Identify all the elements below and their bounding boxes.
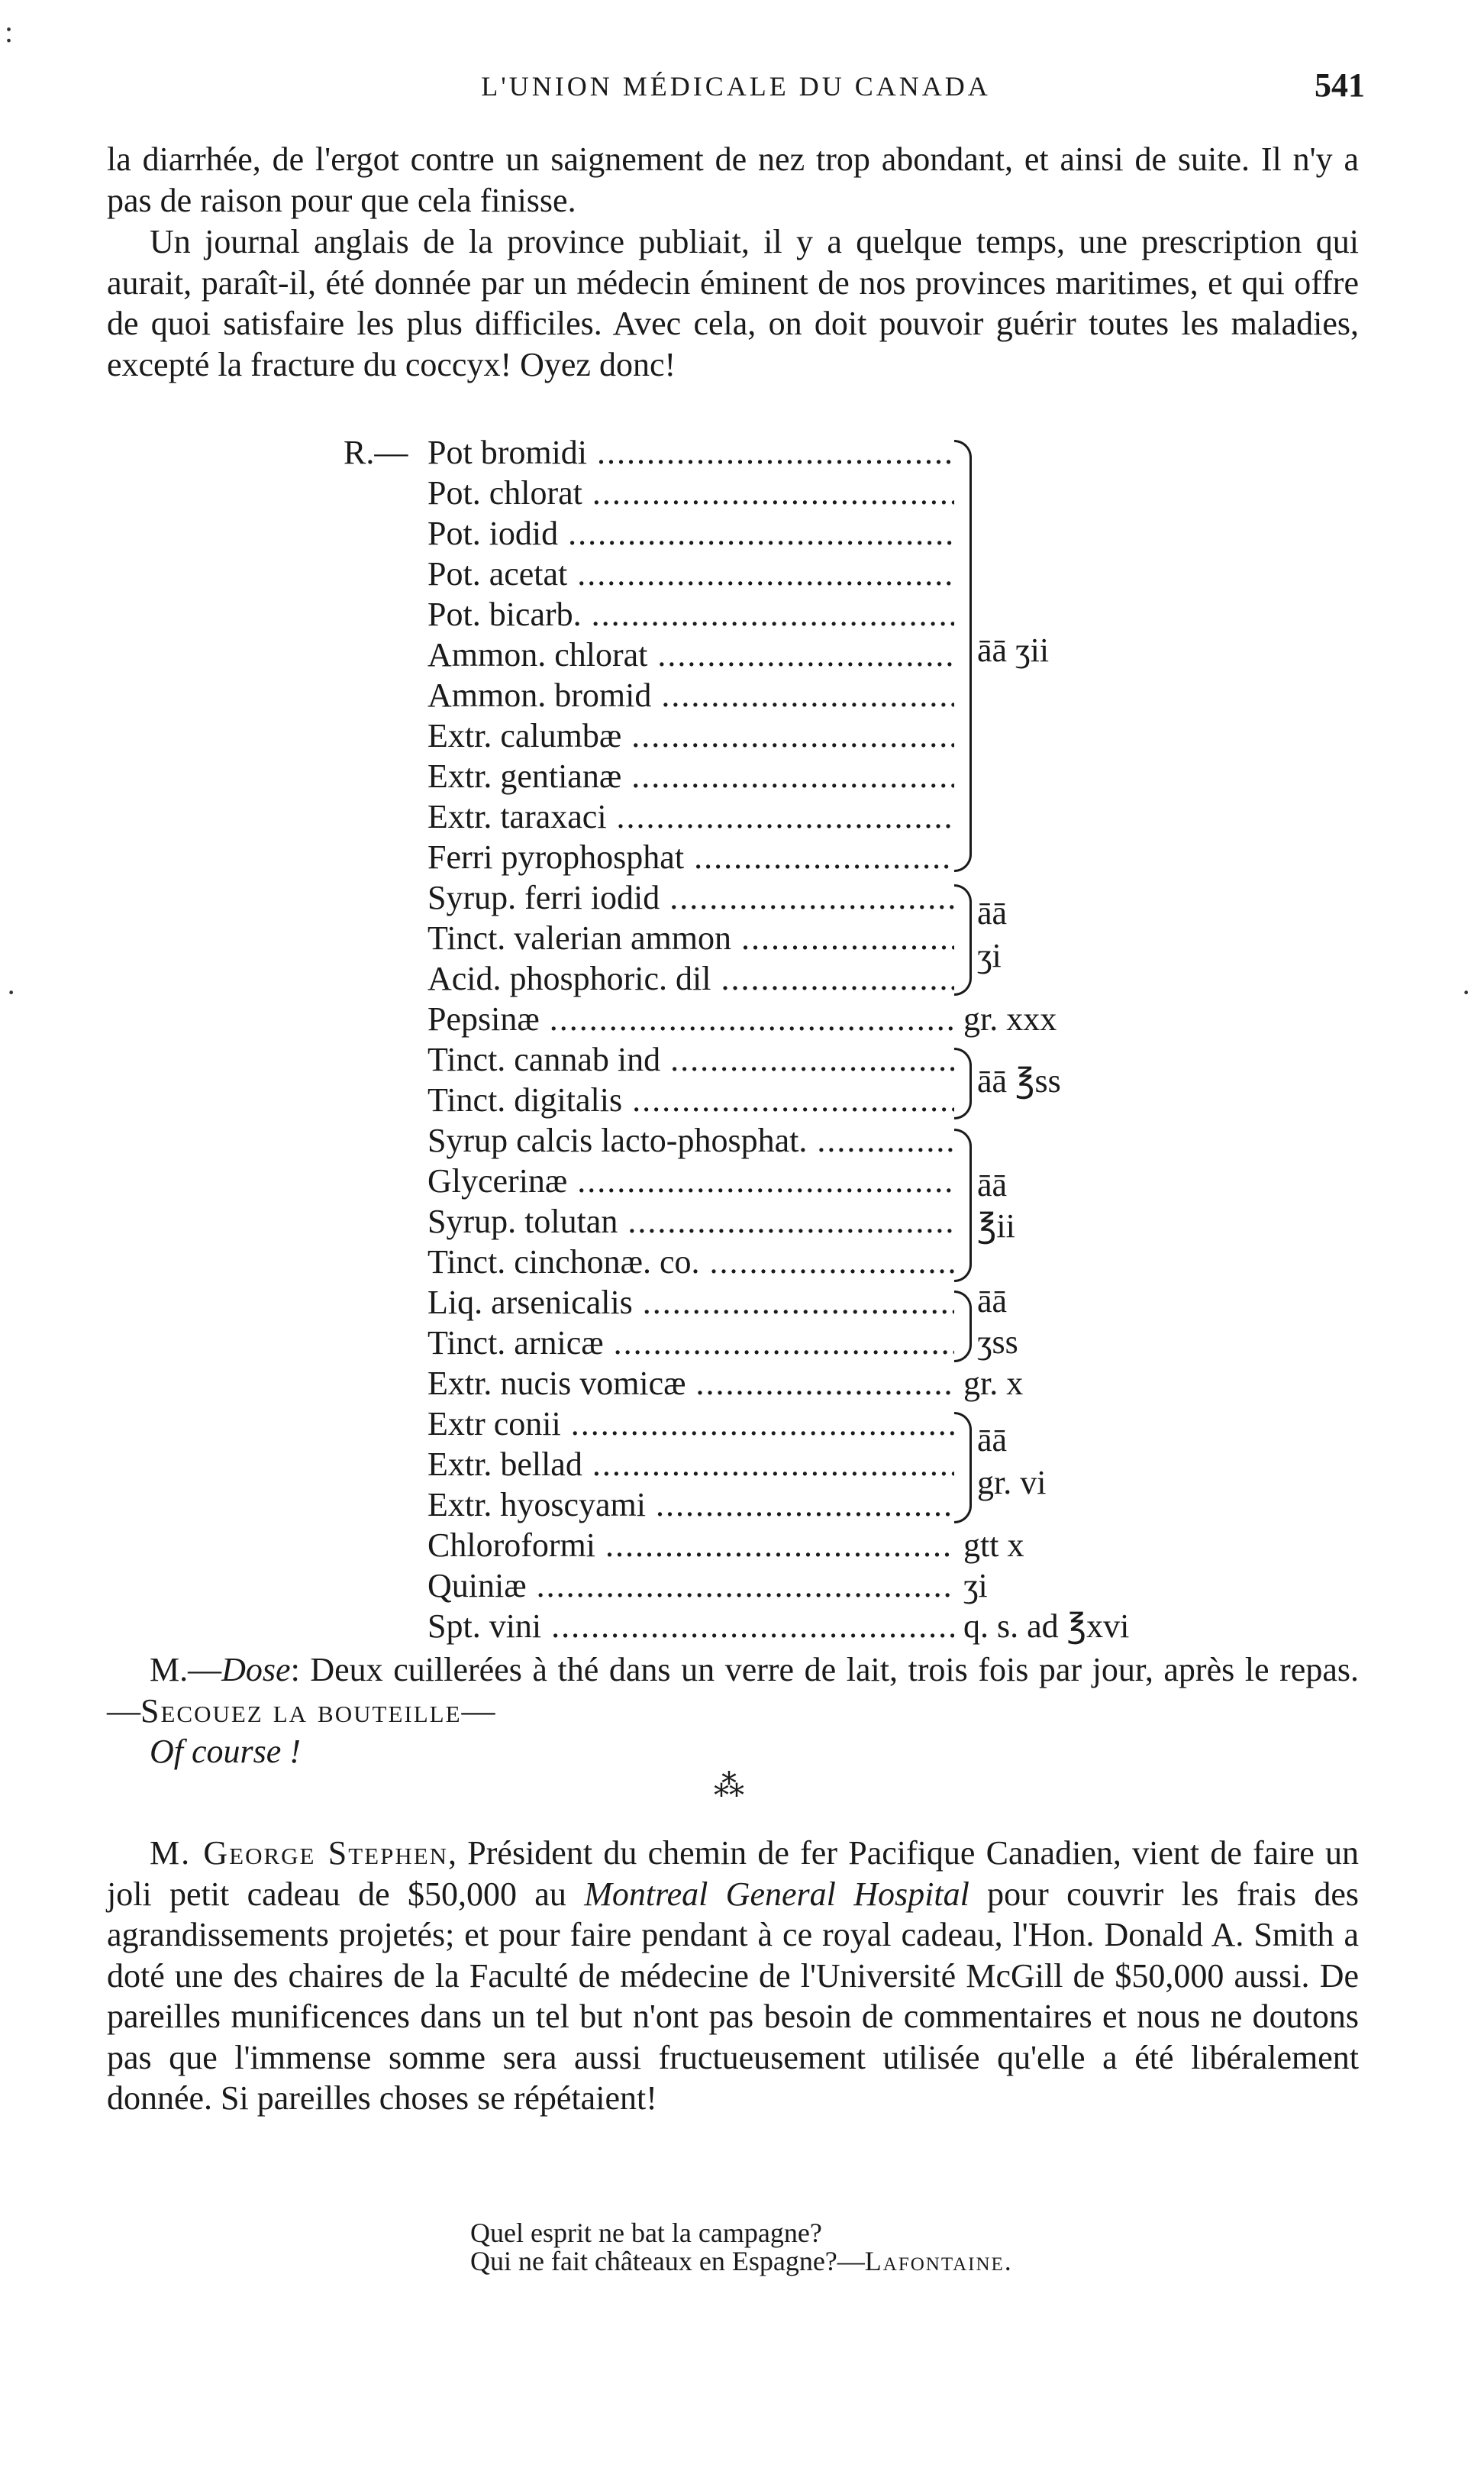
prescription-row	[344, 837, 1198, 877]
prescription-row	[344, 1282, 1198, 1323]
quote-line-2	[470, 2247, 1013, 2276]
dose-text: : Deux cuillerées à thé dans un verre de lait, trois fois par jour, après le repas.—	[107, 1651, 1359, 1730]
drug-name: Tinct. cinchonæ. co. .....	[427, 1242, 954, 1282]
prescription-row	[344, 1363, 1198, 1404]
drug-name: Tinct. digitalis .....	[427, 1080, 954, 1120]
group-brace	[954, 1129, 972, 1282]
drug-name: Liq. arsenicalis .....	[427, 1282, 954, 1323]
paragraph-prescription-intro: Un journal anglais de la province publiait, il y a quelque temps, une prescription qui aurait, paraît-il, été donnée par un médecin éminent de nos provinces maritimes, et qui offre de quoi satisfaire les plus difficiles. Avec cela, on doit pouvoir guérir toutes les maladies, excepté la fracture du coccyx! Oyez donc!	[107, 223, 1359, 383]
prescription-row	[344, 716, 1198, 756]
prescription-row	[344, 554, 1198, 594]
drug-name: Spt. vini .....	[427, 1606, 954, 1646]
scan-mark: ·	[1461, 975, 1472, 1009]
dose-quiniae: ʒi	[963, 1567, 988, 1604]
dose-group-4-bottom: ℥ii	[977, 1207, 1015, 1245]
dose-chloroformi: gtt x	[963, 1526, 1024, 1564]
prescription-row	[344, 1120, 1198, 1161]
prescription-row	[344, 1323, 1198, 1363]
quote-author: Lafontaine.	[864, 2246, 1013, 2276]
drug-name: Syrup. ferri iodid .....	[427, 877, 954, 918]
prescription-row	[344, 473, 1198, 513]
drug-name: Pot. chlorat .....	[427, 473, 954, 513]
drug-name: Extr. taraxaci .....	[427, 796, 954, 837]
dose-group-2-top: āā	[977, 894, 1008, 932]
dose-prefix: M.—	[150, 1651, 222, 1688]
person-name: M. George Stephen	[150, 1834, 449, 1872]
dose-group-3: āā ℥ss	[977, 1062, 1061, 1100]
prescription-row	[344, 594, 1198, 635]
paragraph-intro: la diarrhée, de l'ergot contre un saignement de nez trop abondant, et ainsi de suite. Il n'y a pas de raison pour que cela finisse.	[107, 141, 1359, 219]
prescription-row	[344, 1080, 1198, 1120]
prescription-row	[344, 1565, 1198, 1606]
prescription-row	[344, 1525, 1198, 1565]
drug-name: Ferri pyrophosphat .....	[427, 837, 954, 877]
drug-name: Tinct. cannab ind .....	[427, 1039, 954, 1080]
group-brace	[954, 440, 972, 872]
dose-instructions	[107, 1649, 1359, 1772]
dose-group-2-bottom: ʒi	[977, 937, 1002, 974]
drug-name: Extr. bellad .....	[427, 1444, 954, 1484]
drug-name: Pot. acetat .....	[427, 554, 954, 594]
drug-name: Pot bromidi .....	[427, 432, 954, 473]
quote-text: Qui ne fait châteaux en Espagne?—	[470, 2246, 865, 2276]
drug-name: Quiniæ .....	[427, 1565, 954, 1606]
dose-group-1: āā ʒii	[977, 632, 1050, 669]
group-brace	[954, 884, 972, 996]
hospital-name: Montreal General Hospital	[584, 1875, 969, 1913]
dose-group-6-bottom: gr. vi	[977, 1464, 1047, 1501]
prescription-row	[344, 1444, 1198, 1484]
prescription-row	[344, 1201, 1198, 1242]
dose-nucis: gr. x	[963, 1365, 1024, 1402]
drug-name: Syrup. tolutan .....	[427, 1201, 954, 1242]
drug-name: Extr. hyoscyami .....	[427, 1484, 954, 1525]
prescription-row	[344, 513, 1198, 554]
prescription-row	[344, 756, 1198, 796]
prescription-row	[344, 1606, 1198, 1646]
scan-mark: :	[5, 15, 14, 49]
donation-text-2: pour couvrir les frais des agrandissements projetés; et pour faire pendant à ce royal cadeau, l'Hon. Donald A. Smith a doté une des chaires de la Faculté de médecine de l'Université McGill de $50,000 aussi. De pareilles munificences dans un tel but n'ont pas besoin de commentaires et nous ne doutons pas que l'immense somme sera aussi fructueusement utilisée qu'elle a été libéralement donnée. Si pareilles choses se répétaient!	[107, 1875, 1360, 2117]
drug-name: Pot. iodid .....	[427, 513, 954, 554]
page-header	[107, 66, 1365, 111]
running-title: L'UNION MÉDICALE DU CANADA	[481, 71, 991, 102]
group-brace	[954, 1048, 972, 1119]
prescription-row	[344, 877, 1198, 918]
quote-line-1: Quel esprit ne bat la campagne?	[470, 2218, 822, 2248]
dose-pepsinae: gr. xxx	[963, 1000, 1057, 1038]
dose-group-6-top: āā	[977, 1421, 1008, 1459]
prescription-row	[344, 958, 1198, 999]
drug-name: Acid. phosphoric. dil .....	[427, 958, 954, 999]
prescription-row	[344, 635, 1198, 675]
group-brace	[954, 1291, 972, 1362]
dose-group-5-bottom: ʒss	[977, 1323, 1018, 1361]
of-course: Of course !	[150, 1733, 301, 1770]
drug-name: Tinct. arnicæ .....	[427, 1323, 954, 1363]
prescription-row	[344, 675, 1198, 716]
page-number: 541	[1315, 66, 1365, 104]
paragraph-donation	[107, 1833, 1359, 2119]
drug-name: Chloroformi .....	[427, 1525, 954, 1565]
drug-name: Extr. gentianæ .....	[427, 756, 954, 796]
prescription-row	[344, 1242, 1198, 1282]
prescription-row	[344, 918, 1198, 958]
shake-instruction: Secouez la bouteille	[140, 1691, 462, 1730]
drug-name: Extr. calumbæ .....	[427, 716, 954, 756]
drug-name: Extr conii .....	[427, 1404, 954, 1444]
donation-text-1: , Président du chemin de fer Pacifique Canadien, vient de faire un joli petit cadeau de $50,000 au	[107, 1834, 1359, 1913]
dose-group-4-top: āā	[977, 1166, 1008, 1203]
dose-spt-vini: q. s. ad ℥xvi	[963, 1607, 1130, 1645]
prescription-row	[344, 1484, 1198, 1525]
prescription-row	[344, 1161, 1198, 1201]
prescription-row	[344, 796, 1198, 837]
drug-name: Syrup calcis lacto-phosphat. .....	[427, 1120, 954, 1161]
dose-label: Dose	[221, 1651, 291, 1688]
drug-name: Ammon. bromid .....	[427, 675, 954, 716]
drug-name: Glycerinæ .....	[427, 1161, 954, 1201]
drug-name: Extr. nucis vomicæ .....	[427, 1363, 954, 1404]
recipe-symbol: R.—	[344, 434, 408, 471]
drug-name: Pot. bicarb. .....	[427, 594, 954, 635]
prescription-row	[344, 432, 1198, 473]
drug-name: Pepsinæ .....	[427, 999, 954, 1039]
dose-dash: —	[461, 1691, 495, 1730]
group-brace	[954, 1412, 972, 1523]
drug-name: Ammon. chlorat .....	[427, 635, 954, 675]
scan-mark: ·	[6, 975, 17, 1009]
dose-group-5-top: āā	[977, 1282, 1008, 1320]
prescription-row	[344, 999, 1198, 1039]
prescription-row	[344, 1039, 1198, 1080]
prescription-row	[344, 1404, 1198, 1444]
drug-name: Tinct. valerian ammon .....	[427, 918, 954, 958]
section-separator: ⁂	[714, 1769, 744, 1803]
